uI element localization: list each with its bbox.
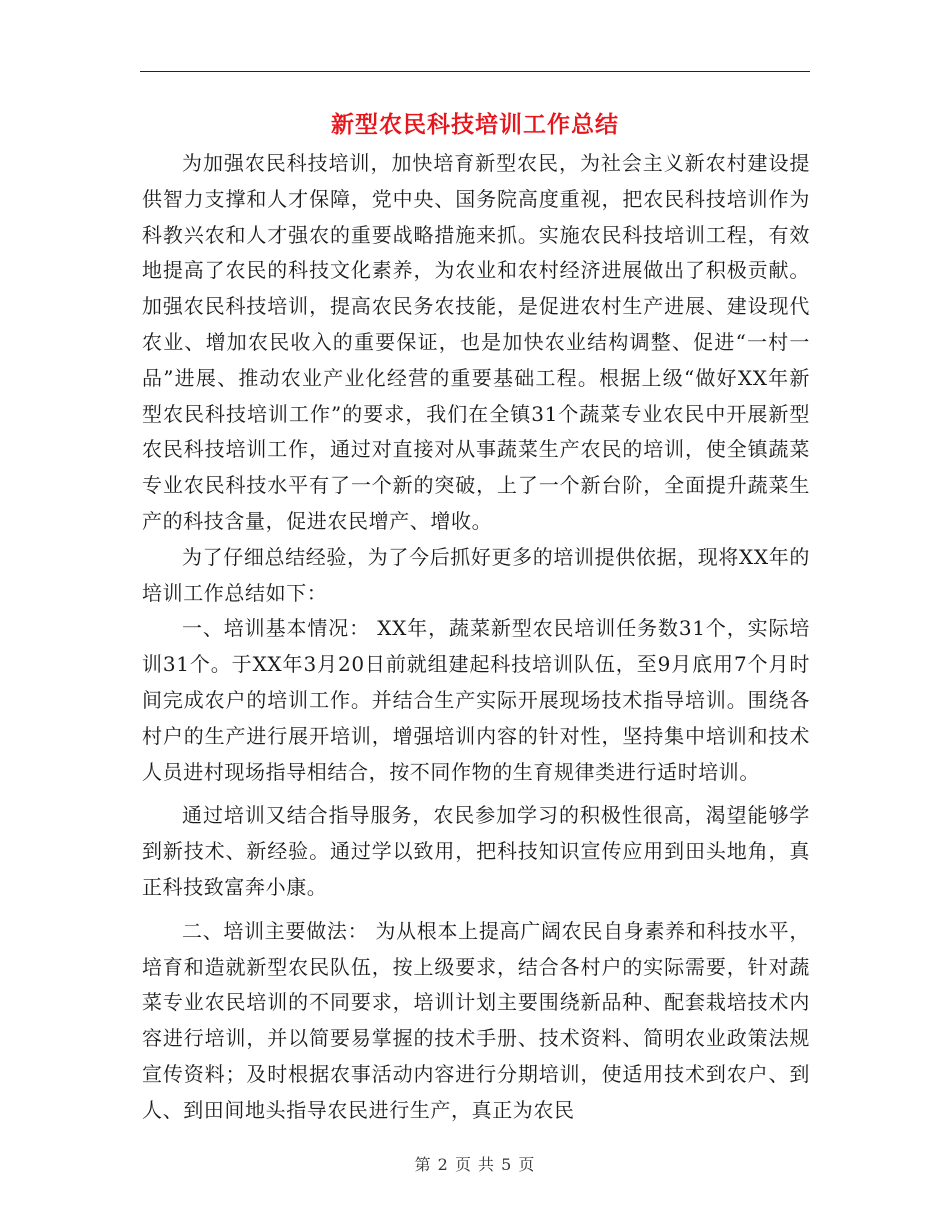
page-number-footer: 第 2 页 共 5 页 bbox=[414, 1155, 536, 1174]
paragraph-summary-lead: 为了仔细总结经验，为了今后抓好更多的培训提供依据，现将XX年的培训工作总结如下： bbox=[142, 544, 810, 605]
header-rule bbox=[140, 71, 810, 72]
paragraph-intro: 为加强农民科技培训，加快培育新型农民，为社会主义新农村建设提供智力支撑和人才保障，党中央、国务院高度重视，把农民科技培训作为科教兴农和人才强农的重要战略措施来抓。实施农民科技培训工程，有效地提高了农民的科技文化素养，为农业和农村经济进展做出了积极贡献。加强农民科技培训，提高农民务农技能，是促进农村生产进展、建设现代农业、增加农民收入的重要保证，也是加快农业结构调整、促进“一村一品”进展、推动农业产业化经营的重要基础工程。根据上级“做好XX年新型农民科技培训工作”的要求，我们在全镇31个蔬菜专业农民中开展新型农民科技培训工作，通过对直接对从事蔬菜生产农民的培训，使全镇蔬菜专业农民科技水平有了一个新的突破，上了一个新台阶，全面提升蔬菜生产的科技含量，促进农民增产、增收。 bbox=[142, 151, 810, 533]
paragraph-training-overview: 一、培训基本情况： XX年，蔬菜新型农民培训任务数31个，实际培训31个。于XX年3月20日前就组建起科技培训队伍，至9月底用7个月时间完成农户的培训工作。并结合生产实际开展现场技术指导培训。围绕各村户的生产进行展开培训，增强培训内容的针对性，坚持集中培训和技术人员进村现场指导相结合，按不同作物的生育规律类进行适时培训。 bbox=[142, 616, 810, 784]
paragraph-guidance-service: 通过培训又结合指导服务，农民参加学习的积极性很高，渴望能够学到新技术、新经验。通过学以致用，把科技知识宣传应用到田头地角，真正科技致富奔小康。 bbox=[142, 803, 810, 899]
document-title: 新型农民科技培训工作总结 bbox=[331, 111, 619, 138]
paragraph-main-practices: 二、培训主要做法： 为从根本上提高广阔农民自身素养和科技水平，培育和造就新型农民队伍，按上级要求，结合各村户的实际需要，针对蔬菜专业农民培训的不同要求，培训计划主要围绕新品种、配套栽培技术内容进行培训，并以简要易掌握的技术手册、技术资料、简明农业政策法规宣传资料；及时根据农事活动内容进行分期培训，使适用技术到农户、到人、到田间地头指导农民进行生产，真正为农民 bbox=[142, 918, 810, 1122]
document-body bbox=[142, 146, 810, 1129]
